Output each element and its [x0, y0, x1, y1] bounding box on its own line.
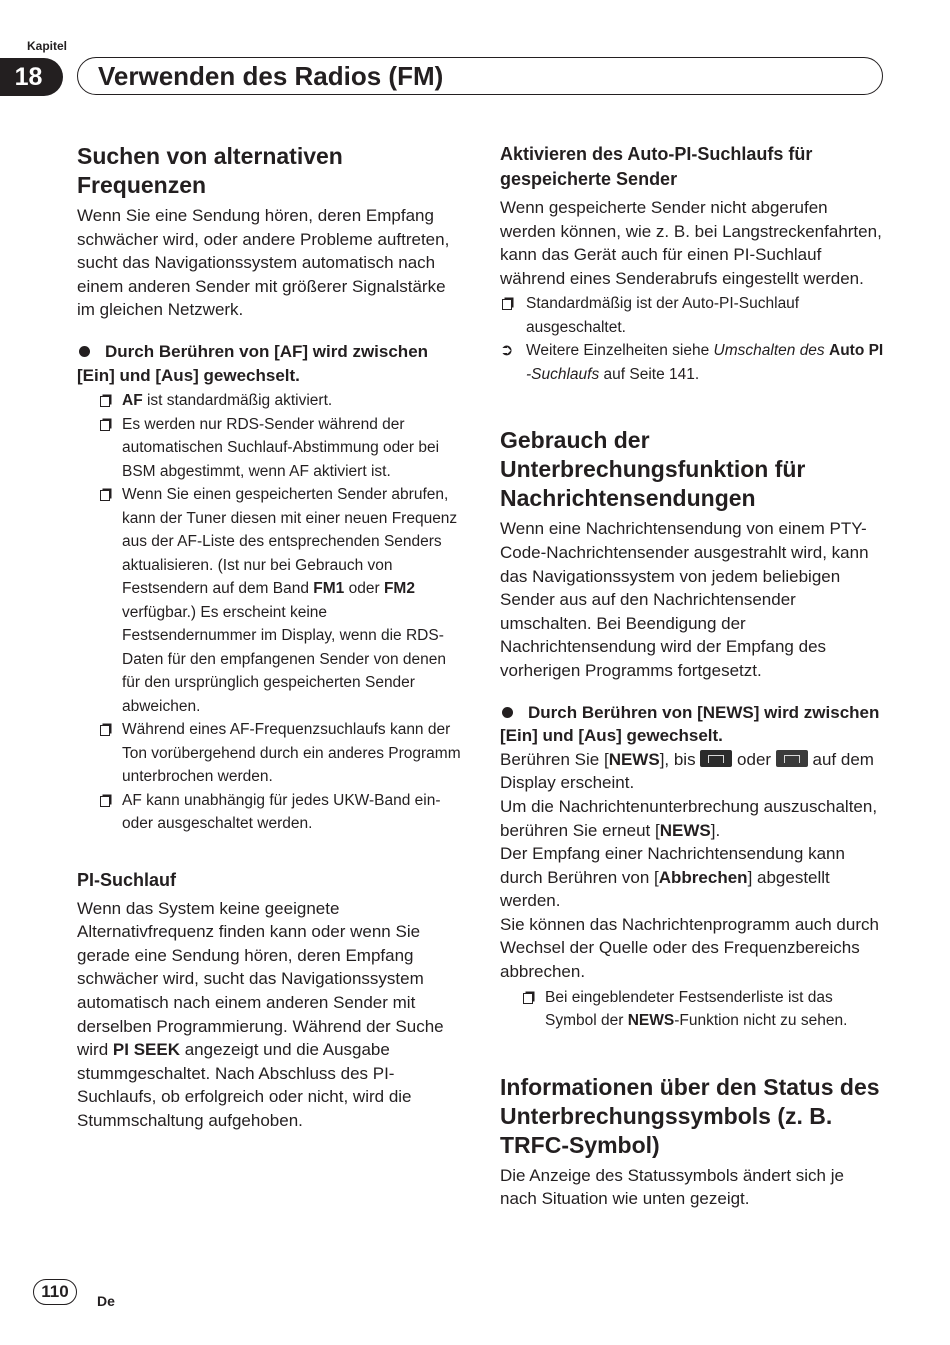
body-text: Berühren Sie [ — [500, 749, 609, 769]
bullet-dot-icon — [79, 346, 90, 357]
note-text: verfügbar.) Es erscheint keine Festsendernummer im Display, wenn die RDS-Daten für den empfangenen Sender von denen für den ursprünglich gespeicherten Sender abweichen. — [122, 603, 447, 715]
note-keyword: FM1 — [313, 580, 345, 598]
news-notes — [500, 986, 885, 1033]
note-item — [500, 986, 885, 1033]
kapitel-label: Kapitel — [27, 39, 68, 53]
section-body-alt-frequencies: Wenn Sie eine Sendung hören, deren Empfang schwächer wird, oder andere Probleme auftreten, sucht das Navigationssystem automatisch nach einem anderen Sender mit größerer Signalstärke im gleichen Netzwerk. — [77, 206, 450, 320]
note-item — [77, 483, 465, 718]
section-title-news-interrupt: Gebrauch der Unterbrechungsfunktion für Nachrichtensendungen — [500, 427, 806, 512]
note-box-icon — [523, 993, 533, 1004]
note-item — [77, 413, 465, 484]
chapter-title: Verwenden des Radios (FM) — [98, 61, 444, 91]
news-on-icon — [700, 750, 732, 767]
pi-seek-keyword: PI SEEK — [112, 1040, 180, 1060]
chapter-title-box — [77, 57, 883, 95]
note-item — [77, 789, 465, 836]
right-column — [500, 142, 885, 1211]
chapter-number: 18 — [0, 58, 63, 96]
body-text: ] abgestellt werden. — [500, 867, 830, 911]
body-text: oder — [732, 749, 776, 769]
note-keyword: AF — [122, 392, 143, 410]
language-code: De — [97, 1293, 115, 1309]
note-keyword: FM2 — [383, 580, 415, 598]
ref-italic: Umschalten des — [713, 342, 825, 360]
note-keyword: NEWS — [627, 1012, 675, 1030]
news-keyword: NEWS — [608, 749, 660, 769]
bullet-dot-icon — [502, 707, 513, 718]
abbrechen-keyword: Abbrechen — [658, 867, 748, 887]
note-box-icon — [100, 420, 110, 431]
auto-pi-notes — [500, 292, 885, 386]
news-paragraph-2 — [500, 795, 885, 842]
ref-text: Weitere Einzelheiten siehe — [526, 342, 714, 360]
note-text: Bei eingeblendeter Festsenderliste ist das Symbol der — [545, 988, 833, 1030]
body-text: auf dem Display erscheint. — [500, 749, 874, 793]
note-box-icon — [100, 490, 110, 501]
note-text: ist standardmäßig aktiviert. — [142, 392, 333, 410]
af-bullet — [77, 340, 465, 387]
section-title-status-icon: Informationen über den Status des Unterbrechungssymbols (z. B. TRFC-Symbol) — [500, 1073, 880, 1158]
body-text: Um die Nachrichtenunterbrechung auszuschalten, berühren Sie erneut [ — [500, 796, 878, 840]
af-notes-list — [77, 389, 465, 836]
ref-text: auf Seite 141. — [599, 365, 700, 383]
note-text: Es werden nur RDS-Sender während der automatischen Suchlauf-Abstimmung oder bei BSM abgestimmt, wenn AF aktiviert ist. — [122, 415, 440, 480]
body-text: Wenn das System keine geeignete Alternativfrequenz finden kann oder wenn Sie gerade eine Sendung hören, deren Empfang schwächer wird, sucht das Navigationssystem automatisch nach einem anderen Sender mit derselben Programmierung. Während der Suche wird — [77, 898, 444, 1060]
note-box-icon — [100, 396, 110, 407]
note-item — [77, 718, 465, 789]
section-body-pi-search — [77, 897, 465, 1133]
note-item — [77, 389, 465, 413]
af-bullet-text: Durch Berühren von [AF] wird zwischen [Ein] und [Aus] gewechselt. — [77, 341, 429, 385]
body-text: angezeigt und die Ausgabe stummgeschaltet. Nach Abschluss des PI-Suchlaufs, ob erfolgreich oder nicht, wird die Stummschaltung aufgehoben. — [77, 1040, 412, 1130]
body-text: ]. — [710, 820, 721, 840]
section-title-alt-frequencies: Suchen von alternativen Frequenzen — [77, 143, 343, 198]
note-text: Wenn Sie einen gespeicherten Sender abrufen, kann der Tuner diesen mit einer neuen Frequenz aus der AF-Liste des entsprechenden Senders aktualisieren. (Ist nur bei Gebrauch von Festsendern auf dem Band — [122, 486, 458, 598]
news-paragraph-4: Sie können das Nachrichtenprogramm auch durch Wechsel der Quelle oder des Frequenzbereichs abbrechen. — [500, 914, 879, 982]
news-bullet-text: Durch Berühren von [NEWS] wird zwischen [Ein] und [Aus] gewechselt. — [500, 702, 880, 746]
news-bullet — [500, 701, 885, 748]
reference-arrow-icon: ➲ — [500, 342, 514, 360]
note-item — [500, 292, 885, 339]
news-paragraph-1 — [500, 748, 885, 795]
note-text: Während eines AF-Frequenzsuchlaufs kann der Ton vorübergehend durch ein anderes Programm unterbrochen werden. — [122, 721, 461, 786]
reference-item — [500, 339, 885, 386]
note-box-icon — [100, 796, 110, 807]
note-text: oder — [344, 580, 384, 598]
body-text: ], bis — [659, 749, 701, 769]
section-title-pi-search: PI-Suchlauf — [77, 869, 177, 890]
news-keyword: NEWS — [659, 820, 711, 840]
note-text: -Funktion nicht zu sehen. — [674, 1012, 848, 1030]
note-box-icon — [502, 299, 512, 310]
section-body-status-icon: Die Anzeige des Statussymbols ändert sich je nach Situation wie unten gezeigt. — [500, 1165, 844, 1209]
section-body-auto-pi: Wenn gespeicherte Sender nicht abgerufen werden können, wie z. B. bei Langstreckenfahrten, kann das Gerät auch für einen PI-Suchlauf während eines Senderabrufs eingestellt werden. — [500, 198, 882, 288]
news-off-icon — [776, 750, 808, 767]
note-text: Standardmäßig ist der Auto-PI-Suchlauf ausgeschaltet. — [526, 295, 800, 336]
page-number: 110 — [33, 1279, 77, 1305]
note-box-icon — [100, 725, 110, 736]
news-paragraph-3 — [500, 842, 885, 913]
section-title-auto-pi: Aktivieren des Auto-PI-Suchlaufs für gespeicherte Sender — [500, 144, 813, 189]
body-text: Der Empfang einer Nachrichtensendung kann durch Berühren von [ — [500, 844, 845, 887]
note-text: AF kann unabhängig für jedes UKW-Band ein- oder ausgeschaltet werden. — [122, 791, 441, 833]
left-column — [77, 142, 465, 1133]
ref-keyword: Auto PI — [829, 342, 884, 360]
section-body-news-interrupt: Wenn eine Nachrichtensendung von einem PTY-Code-Nachrichtensender ausgestrahlt wird, kann das Navigationssystem von jedem beliebigen Sender aus auf den Nachrichtensender umschalten. Bei Beendigung der Nachrichtensendung wird der Empfang des vorherigen Programms fortgesetzt. — [500, 519, 869, 680]
ref-italic: -Suchlaufs — [526, 365, 600, 383]
